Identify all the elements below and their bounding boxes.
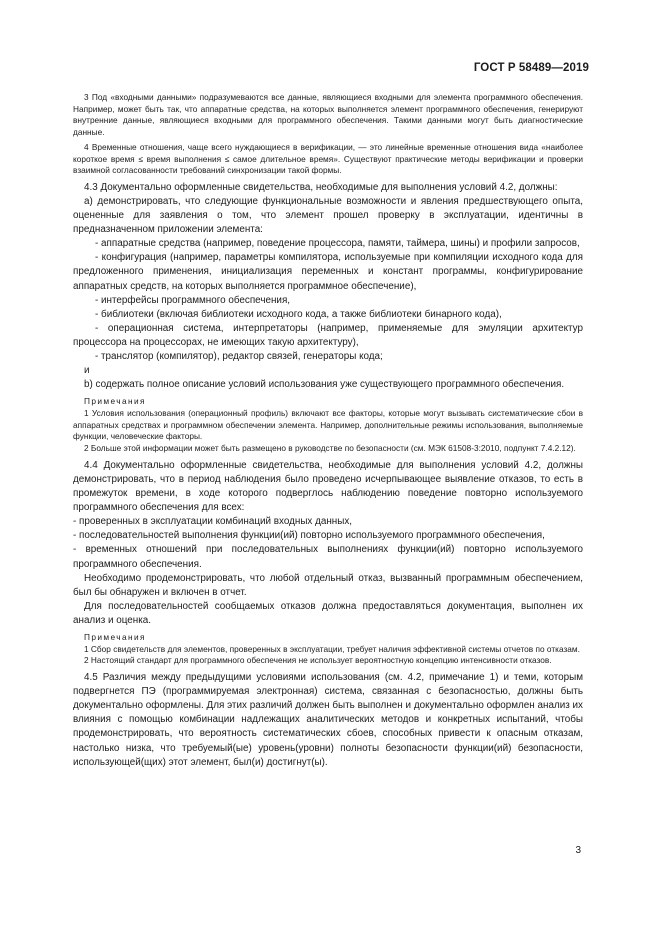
section-4-4-paragraph: Для последовательностей сообщаемых отказов должна предоставляться документация, выполнен их анализ и оценка. <box>73 600 583 626</box>
standard-header: ГОСТ Р 58489—2019 <box>473 62 589 74</box>
section-4-4-intro: 4.4 Документально оформленные свидетельства, необходимые для выполнения условий 4.2, должны демонстрировать, что в период наблюдения было проведено исчерпывающее выявление отказов, то есть в промежуток времени, в ходе которого подверглось наблюдению поведение повторно используемого программного обеспечения для всех: <box>73 459 583 514</box>
list-item: - аппаратные средства (например, поведение процессора, памяти, таймера, шины) и профили запросов, <box>95 238 580 250</box>
notes-heading: Примечания <box>84 396 146 407</box>
list-item: - библиотеки (включая библиотеки исходного кода, а также библиотеки бинарного кода), <box>95 308 502 320</box>
section-4-5-text: 4.5 Различия между предыдущими условиями использования (см. 4.2, примечание 1) и теми, которым подвергнется ПЭ (программируемая электронная) система, связанная с безопасностью, должны быть документально оформлены. Для этих различий должен быть выполнен и документально оформлен анализ их влияния с помощью комбинации надлежащих аналитических методов и конкретных испытаний, чтобы продемонстрировать, что вероятность систематических сбоев, способных привести к опасным отказам, настолько низка, что требуемый(ые) уровень(уровни) полноты безопасности функции(ий) безопасности, использующей(щих) этот элемент, был(и) достигнут(ы). <box>73 672 583 768</box>
conjunction-and: и <box>84 365 90 377</box>
list-item: - операционная система, интерпретаторы (например, применяемые для эмуляции архитектур процессора на процессорах, не имеющих такую архитектуру), <box>73 322 583 348</box>
list-item: - временных отношений при последовательных выполнениях функции(ий) повторно используемого программного обеспечения. <box>73 544 583 570</box>
note-item: 1 Сбор свидетельств для элементов, проверенных в эксплуатации, требует наличия эффективной системы отчетов по отказам. <box>84 643 580 654</box>
section-4-3-item-a: а) демонстрировать, что следующие функциональные возможности и явления предшествующего опыта, оцененные для заявления о том, что элемент прошел проверку в эксплуатации, идентичны в предназначенном приложении элемента: <box>73 196 583 236</box>
list-item: - конфигурация (например, параметры компилятора, используемые при компиляции исходного кода для предложенного применения, инициализация переменных и констант программы, конфигурирование аппаратных средств, на которых выполняется программное обеспечение), <box>73 252 583 292</box>
top-note-3: 3 Под «входными данными» подразумеваются все данные, являющиеся входными для элемента программного обеспечения. Например, может быть так, что аппаратные средства, на которых выполняется элемент программного обеспечения, генерируют внутренние данные, являющиеся входными для программного обеспечения. Такими данными могут быть диагностические данные. <box>73 92 583 138</box>
top-note-4: 4 Временные отношения, чаще всего нуждающиеся в верификации, — это линейные временные отношения вида «наиболее короткое время ≤ время выполнения ≤ самое длительное время». Существуют практические методы верификации и проверки взаимной согласованности требований синхронизации такой формы. <box>73 141 583 176</box>
section-4-3-item-b: b) содержать полное описание условий использования уже существующего программного обеспечения. <box>84 379 565 391</box>
note-item: 2 Настоящий стандарт для программного обеспечения не использует вероятностную концепцию интенсивности отказов. <box>84 655 552 666</box>
note-item: 2 Больше этой информации может быть размещено в руководстве по безопасности (см. МЭК 61508-3:2010, подпункт 7.4.2.12). <box>84 443 576 454</box>
list-item: - транслятор (компилятор), редактор связей, генераторы кода; <box>95 351 383 363</box>
list-item: - последовательностей выполнения функции(ий) повторно используемого программного обеспечения, <box>73 530 545 542</box>
notes-heading: Примечания <box>84 631 146 642</box>
page-number: 3 <box>575 845 581 856</box>
note-item: 1 Условия использования (операционный профиль) включают все факторы, которые могут вызывать систематические сбои в аппаратных средствах и программном обеспечении элемента. Например, дополнительные режимы использования, выполняемые функции, человеческие факторы. <box>73 408 583 442</box>
section-4-3-intro: 4.3 Документально оформленные свидетельства, необходимые для выполнения условий 4.2, должны: <box>84 181 558 193</box>
list-item: - проверенных в эксплуатации комбинаций входных данных, <box>73 516 353 528</box>
list-item: - интерфейсы программного обеспечения, <box>95 294 291 306</box>
page-content <box>73 92 583 770</box>
section-4-4-paragraph: Необходимо продемонстрировать, что любой отдельный отказ, вызванный программным обеспечением, был бы обнаружен и включен в отчет. <box>73 572 583 598</box>
